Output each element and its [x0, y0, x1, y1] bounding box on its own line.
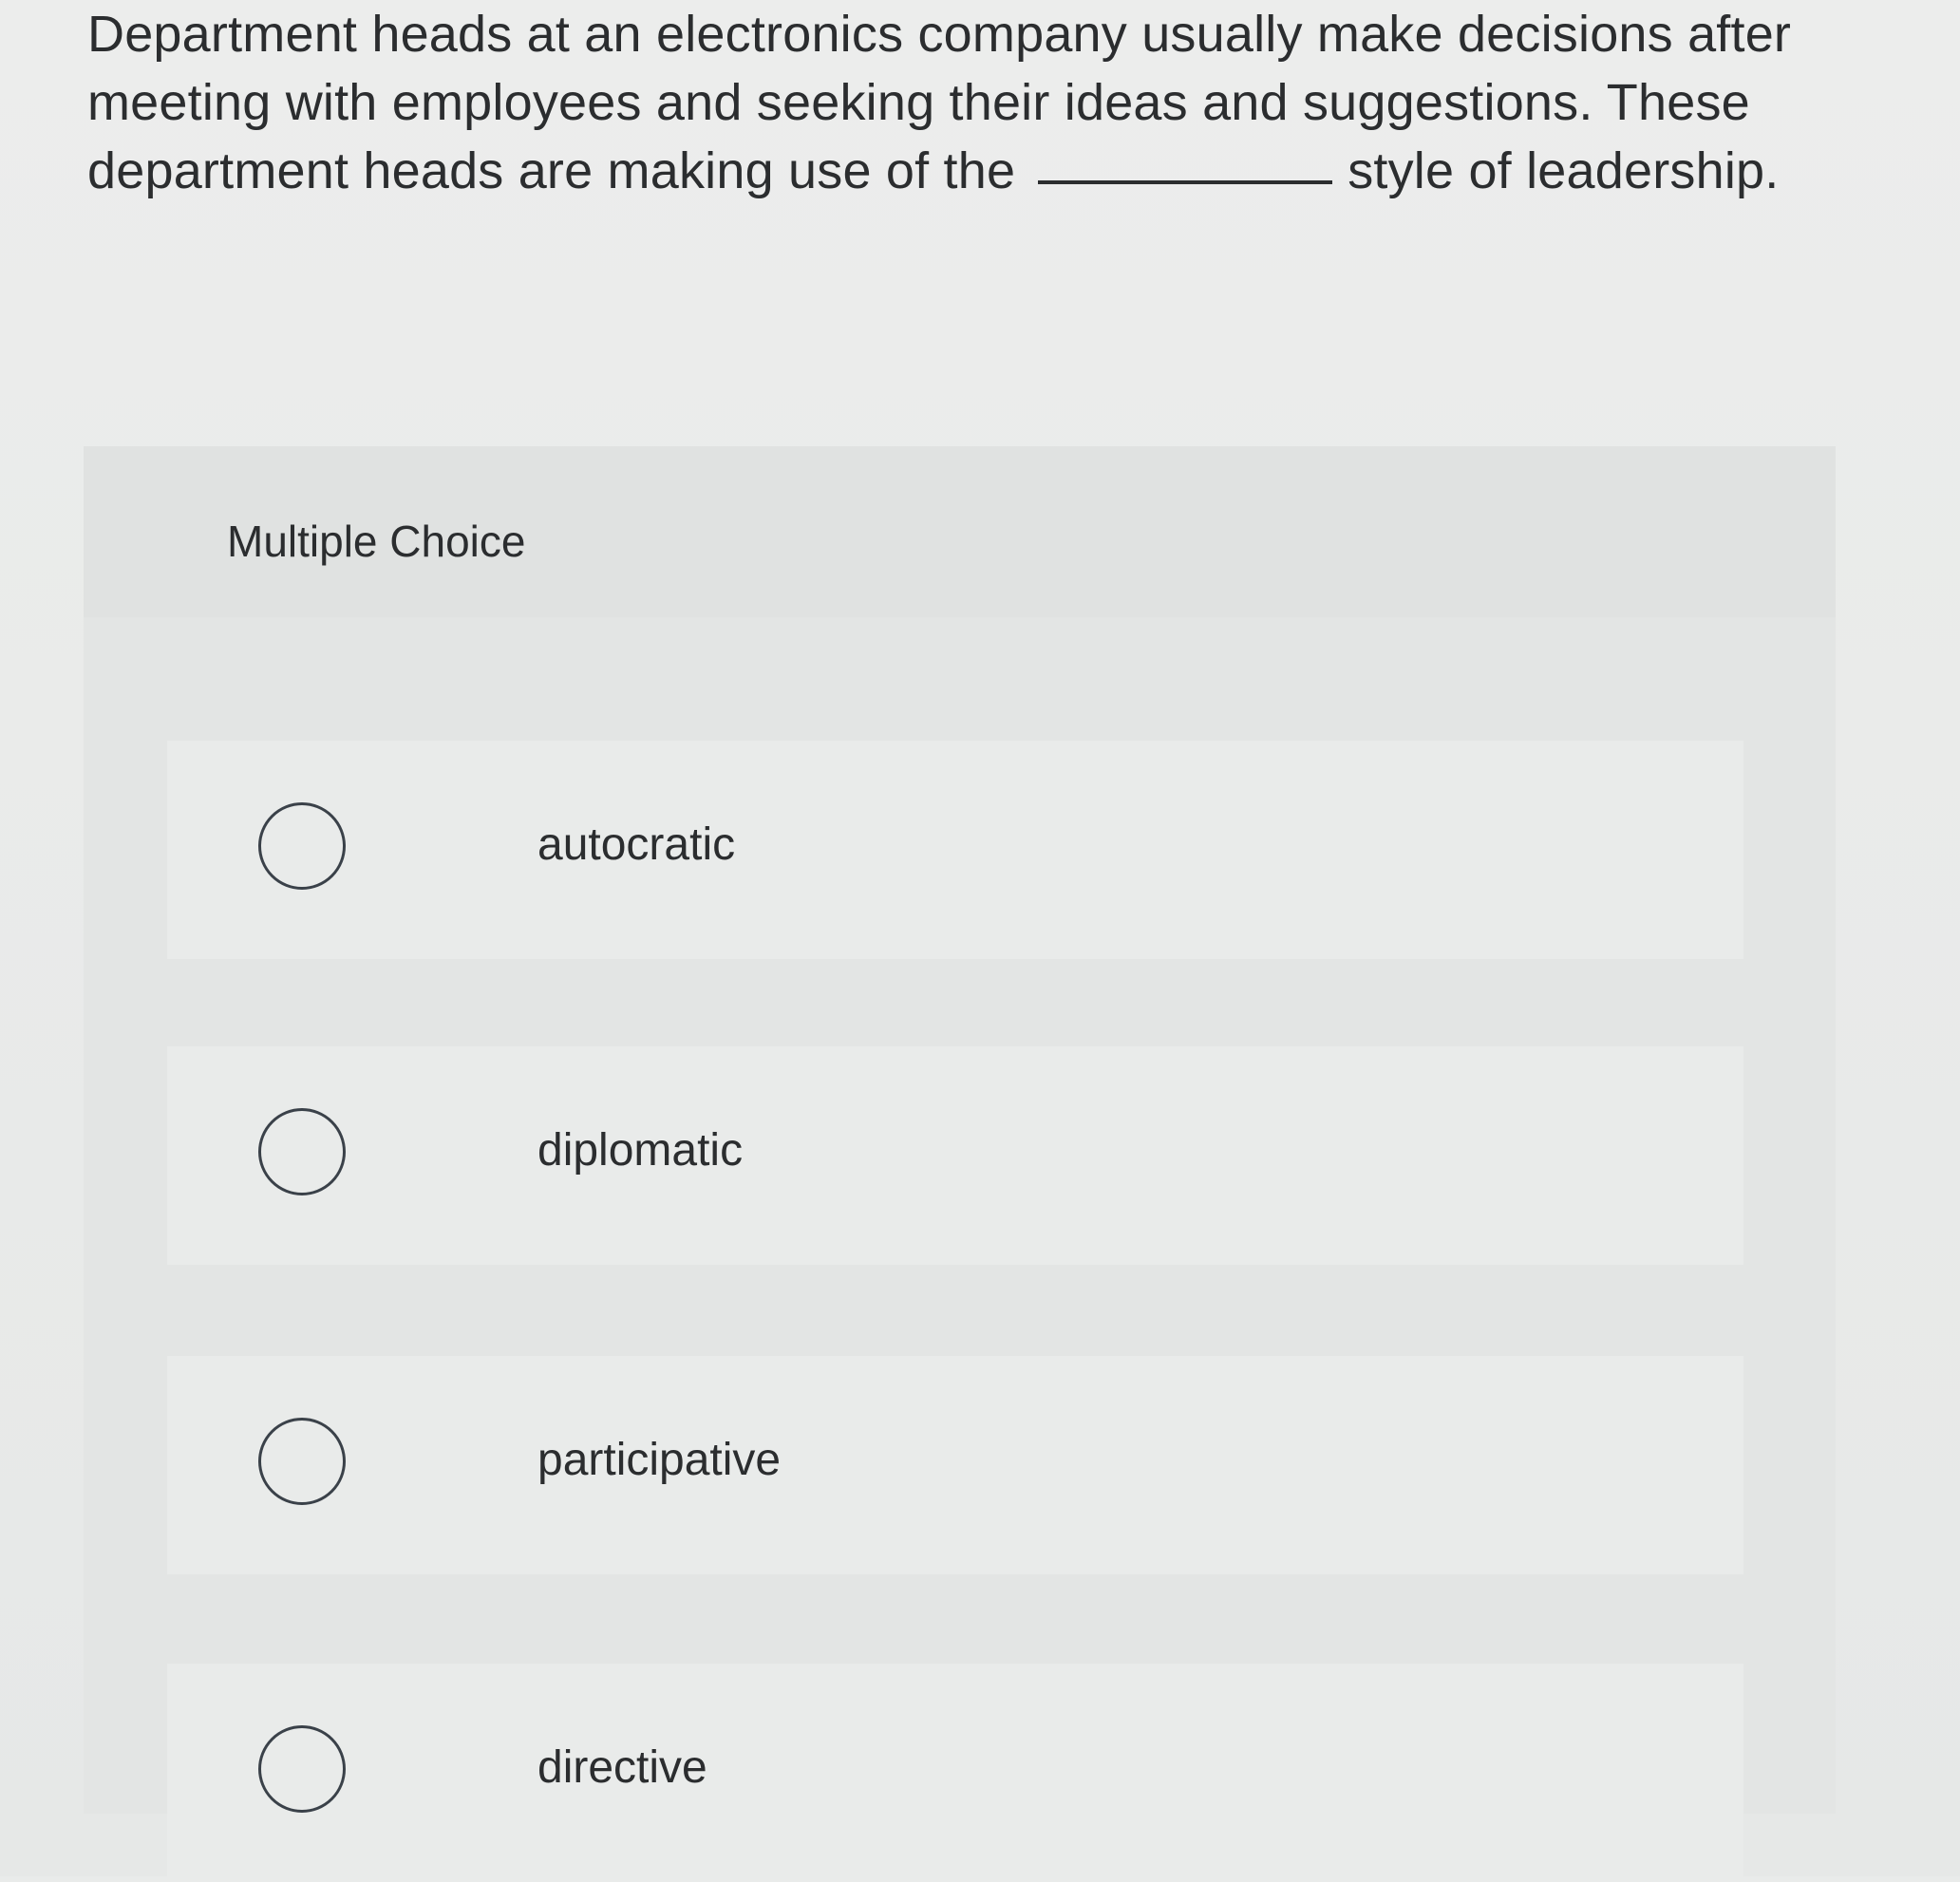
answer-option-label[interactable]: diplomatic: [537, 1125, 744, 1176]
answer-option-label[interactable]: autocratic: [537, 819, 736, 870]
question-prompt: [87, 0, 1797, 205]
answer-blank: [1038, 180, 1332, 184]
radio-button-icon[interactable]: [258, 802, 346, 890]
radio-button-icon[interactable]: [258, 1108, 346, 1195]
multiple-choice-panel: [84, 446, 1836, 1814]
answer-option-autocratic[interactable]: [167, 741, 1743, 959]
answer-option-label[interactable]: participative: [537, 1435, 782, 1485]
radio-button-icon[interactable]: [258, 1725, 346, 1813]
multiple-choice-title: Multiple Choice: [227, 517, 526, 566]
answer-option-participative[interactable]: [167, 1356, 1743, 1574]
answer-option-diplomatic[interactable]: [167, 1046, 1743, 1265]
answer-option-directive[interactable]: [167, 1664, 1743, 1882]
answer-option-label[interactable]: directive: [537, 1742, 707, 1793]
question-text-after-blank: style of leadership.: [1348, 142, 1780, 199]
question-text-before-blank: Department heads at an electronics company usually make decisions after meeting with employees and seeking their ideas and suggestions. These department heads are making use of the: [87, 6, 1792, 199]
multiple-choice-header: [84, 446, 1836, 617]
radio-button-icon[interactable]: [258, 1418, 346, 1505]
